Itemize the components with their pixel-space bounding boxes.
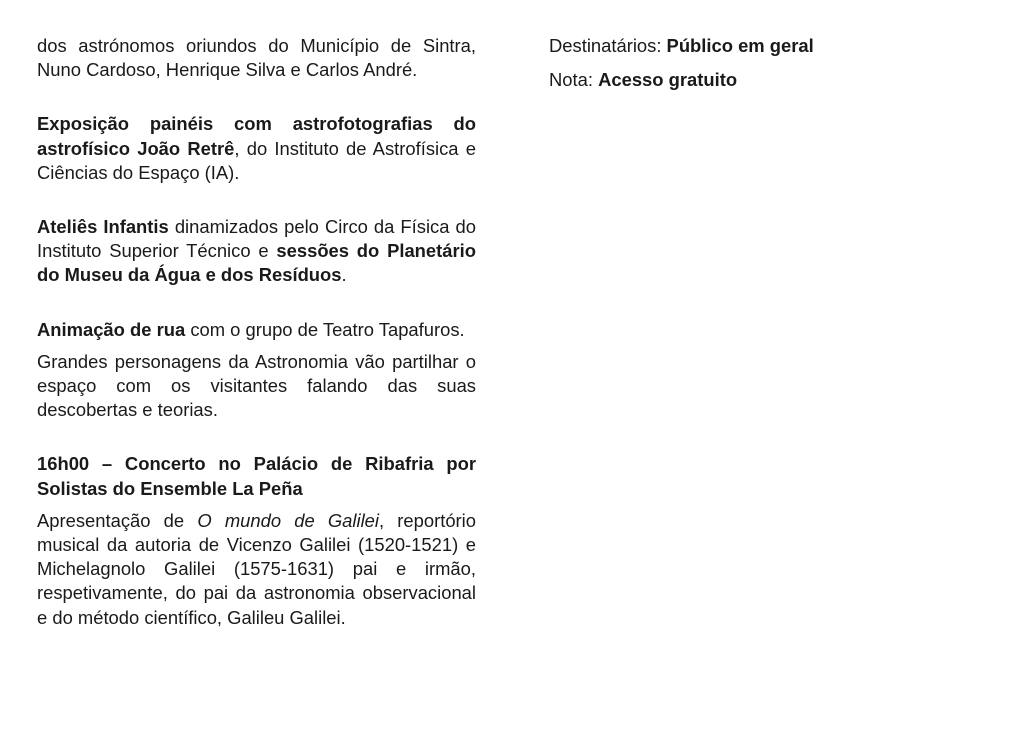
- nota-value: Acesso gratuito: [598, 69, 738, 91]
- right-column: [549, 34, 969, 102]
- nota-label: Nota:: [549, 69, 599, 91]
- concerto-pre: Apresentação de: [37, 509, 198, 531]
- exposicao-rest: , do Instituto de Astrofísica e Ciências do Espaço (IA).: [37, 137, 476, 183]
- nota-line: [549, 68, 969, 92]
- concerto-text: [37, 509, 476, 630]
- animacao-rest: com o grupo de Teatro Tapafuros.: [185, 318, 465, 340]
- exposicao-text: [37, 112, 476, 185]
- exposicao-bold: Exposição painéis com astrofotografias do astrofísico João Retrê: [37, 113, 476, 159]
- intro-paragraph: [37, 34, 476, 82]
- ateliers-end: .: [341, 264, 347, 286]
- left-column: [37, 34, 476, 660]
- destinatarios-label: Destinatários:: [549, 35, 667, 56]
- exposicao-paragraph: [37, 112, 476, 185]
- concerto-rest: , reportório musical da autoria de Vicenzo Galilei (1520-1521) e Michelagnolo Galilei (1575-1631) pai e irmão, respetivamente, do pai da astronomia observacional e do método científico, Galileu Galilei.: [37, 509, 476, 628]
- ateliers-mid: dinamizados pelo Circo da Física do Instituto Superior Técnico e: [37, 216, 476, 262]
- intro-text: dos astrónomos oriundos do Município de Sintra, Nuno Cardoso, Henrique Silva e Carlos André.: [37, 35, 476, 81]
- concerto-paragraph: [37, 452, 476, 629]
- destinatarios-line: [549, 34, 969, 58]
- ateliers-bold-planetario: sessões do Planetário do Museu da Água e dos Resíduos: [37, 240, 476, 286]
- animacao-text-2: Grandes personagens da Astronomia vão partilhar o espaço com os visitantes falando das suas descobertas e teorias.: [37, 350, 476, 421]
- ateliers-bold-title: Ateliês Infantis: [37, 216, 169, 238]
- concerto-heading: 16h00 – Concerto no Palácio de Ribafria por Solistas do Ensemble La Peña: [37, 453, 476, 499]
- ateliers-text: [37, 215, 476, 288]
- animacao-bold: Animação de rua: [37, 318, 186, 340]
- animacao-text: [37, 318, 476, 342]
- ateliers-paragraph: [37, 215, 476, 288]
- destinatarios-value: Público em geral: [666, 35, 814, 56]
- animacao-paragraph: [37, 318, 476, 423]
- concerto-title-italic: O mundo de Galilei: [197, 509, 379, 531]
